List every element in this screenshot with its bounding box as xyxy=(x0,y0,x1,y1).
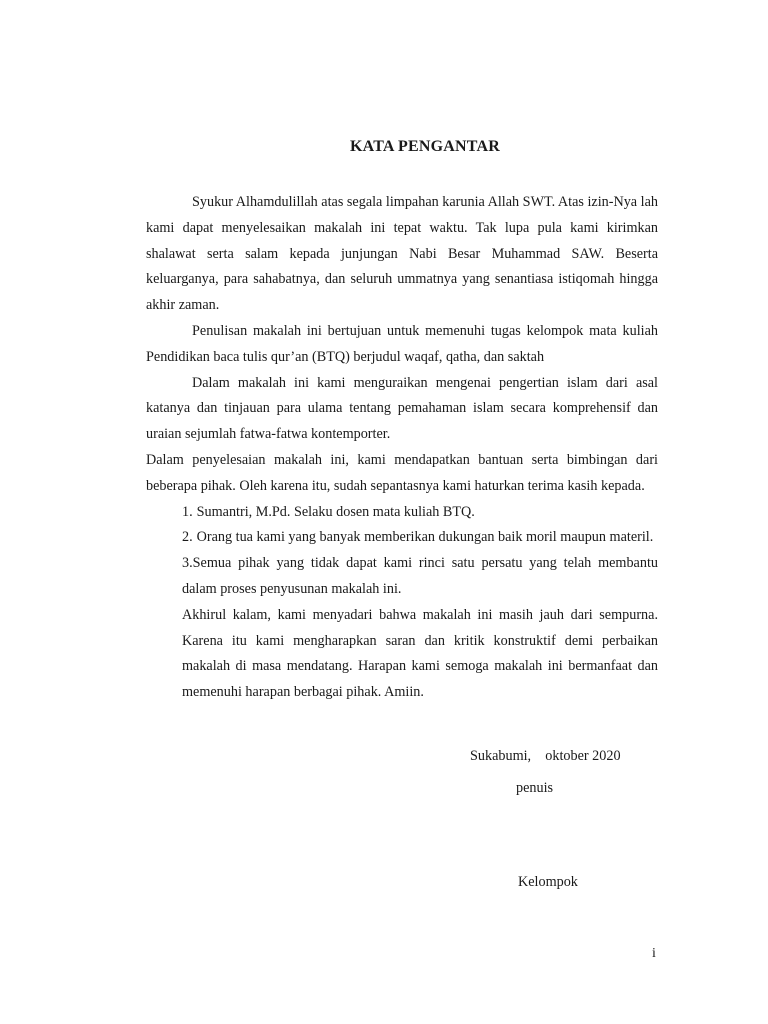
paragraph-acknowledgement: Dalam penyelesaian makalah ini, kami mendapatkan bantuan serta bimbingan dari beberapa pihak. Oleh karena itu, sudah sepantasnya kami haturkan terima kasih kepada. xyxy=(146,451,658,494)
paragraph-purpose: Penulisan makalah ini bertujuan untuk memenuhi tugas kelompok mata kuliah Pendidikan baca tulis qur’an (BTQ) berjudul waqaf, qatha, dan saktah xyxy=(146,322,658,365)
paragraph-closing: Akhirul kalam, kami menyadari bahwa makalah ini masih jauh dari sempurna. Karena itu kami mengharapkan saran dan kritik konstruktif demi perbaikan makalah di masa mendatang. Harapan kami semoga makalah ini bermanfaat dan memenuhi harapan berbagai pihak. Amiin. xyxy=(182,606,658,701)
signature-role: penuis xyxy=(516,780,554,796)
acknowledgement-list xyxy=(146,500,658,603)
list-item-number: 3. xyxy=(182,555,193,572)
paragraph-content: Dalam makalah ini kami menguraikan mengenai pengertian islam dari asal katanya dan tinjauan para ulama tentang pemahaman islam secara komprehensif dan uraian sejumlah fatwa-fatwa kontemporter. xyxy=(146,374,658,443)
list-item xyxy=(146,525,658,551)
page-number: i xyxy=(652,946,656,961)
list-item-number: 1. xyxy=(182,503,193,520)
list-item xyxy=(146,500,658,526)
page-title: KATA PENGANTAR xyxy=(350,138,500,155)
signature-place-date: Sukabumi, oktober 2020 xyxy=(470,748,621,764)
list-item-text: Orang tua kami yang banyak memberikan dukungan baik moril maupun materil. xyxy=(196,529,654,546)
document-body xyxy=(146,190,658,706)
paragraph-opening: Syukur Alhamdulillah atas segala limpahan karunia Allah SWT. Atas izin-Nya lah kami dapat menyelesaikan makalah ini tepat waktu. Tak lupa pula kami kirimkan shalawat serta salam kepada junjungan Nabi Besar Muhammad SAW. Beserta keluarganya, para sahabatnya, dan seluruh ummatnya yang senantiasa istiqomah hingga akhir zaman. xyxy=(146,194,658,314)
list-item xyxy=(146,551,658,603)
list-item-number: 2. xyxy=(182,529,193,546)
list-item-text: Sumantri, M.Pd. Selaku dosen mata kuliah BTQ. xyxy=(196,503,475,520)
signature-name: Kelompok xyxy=(518,874,578,890)
list-item-text: Semua pihak yang tidak dapat kami rinci satu persatu yang telah membantu dalam proses penyusunan makalah ini. xyxy=(182,555,658,597)
